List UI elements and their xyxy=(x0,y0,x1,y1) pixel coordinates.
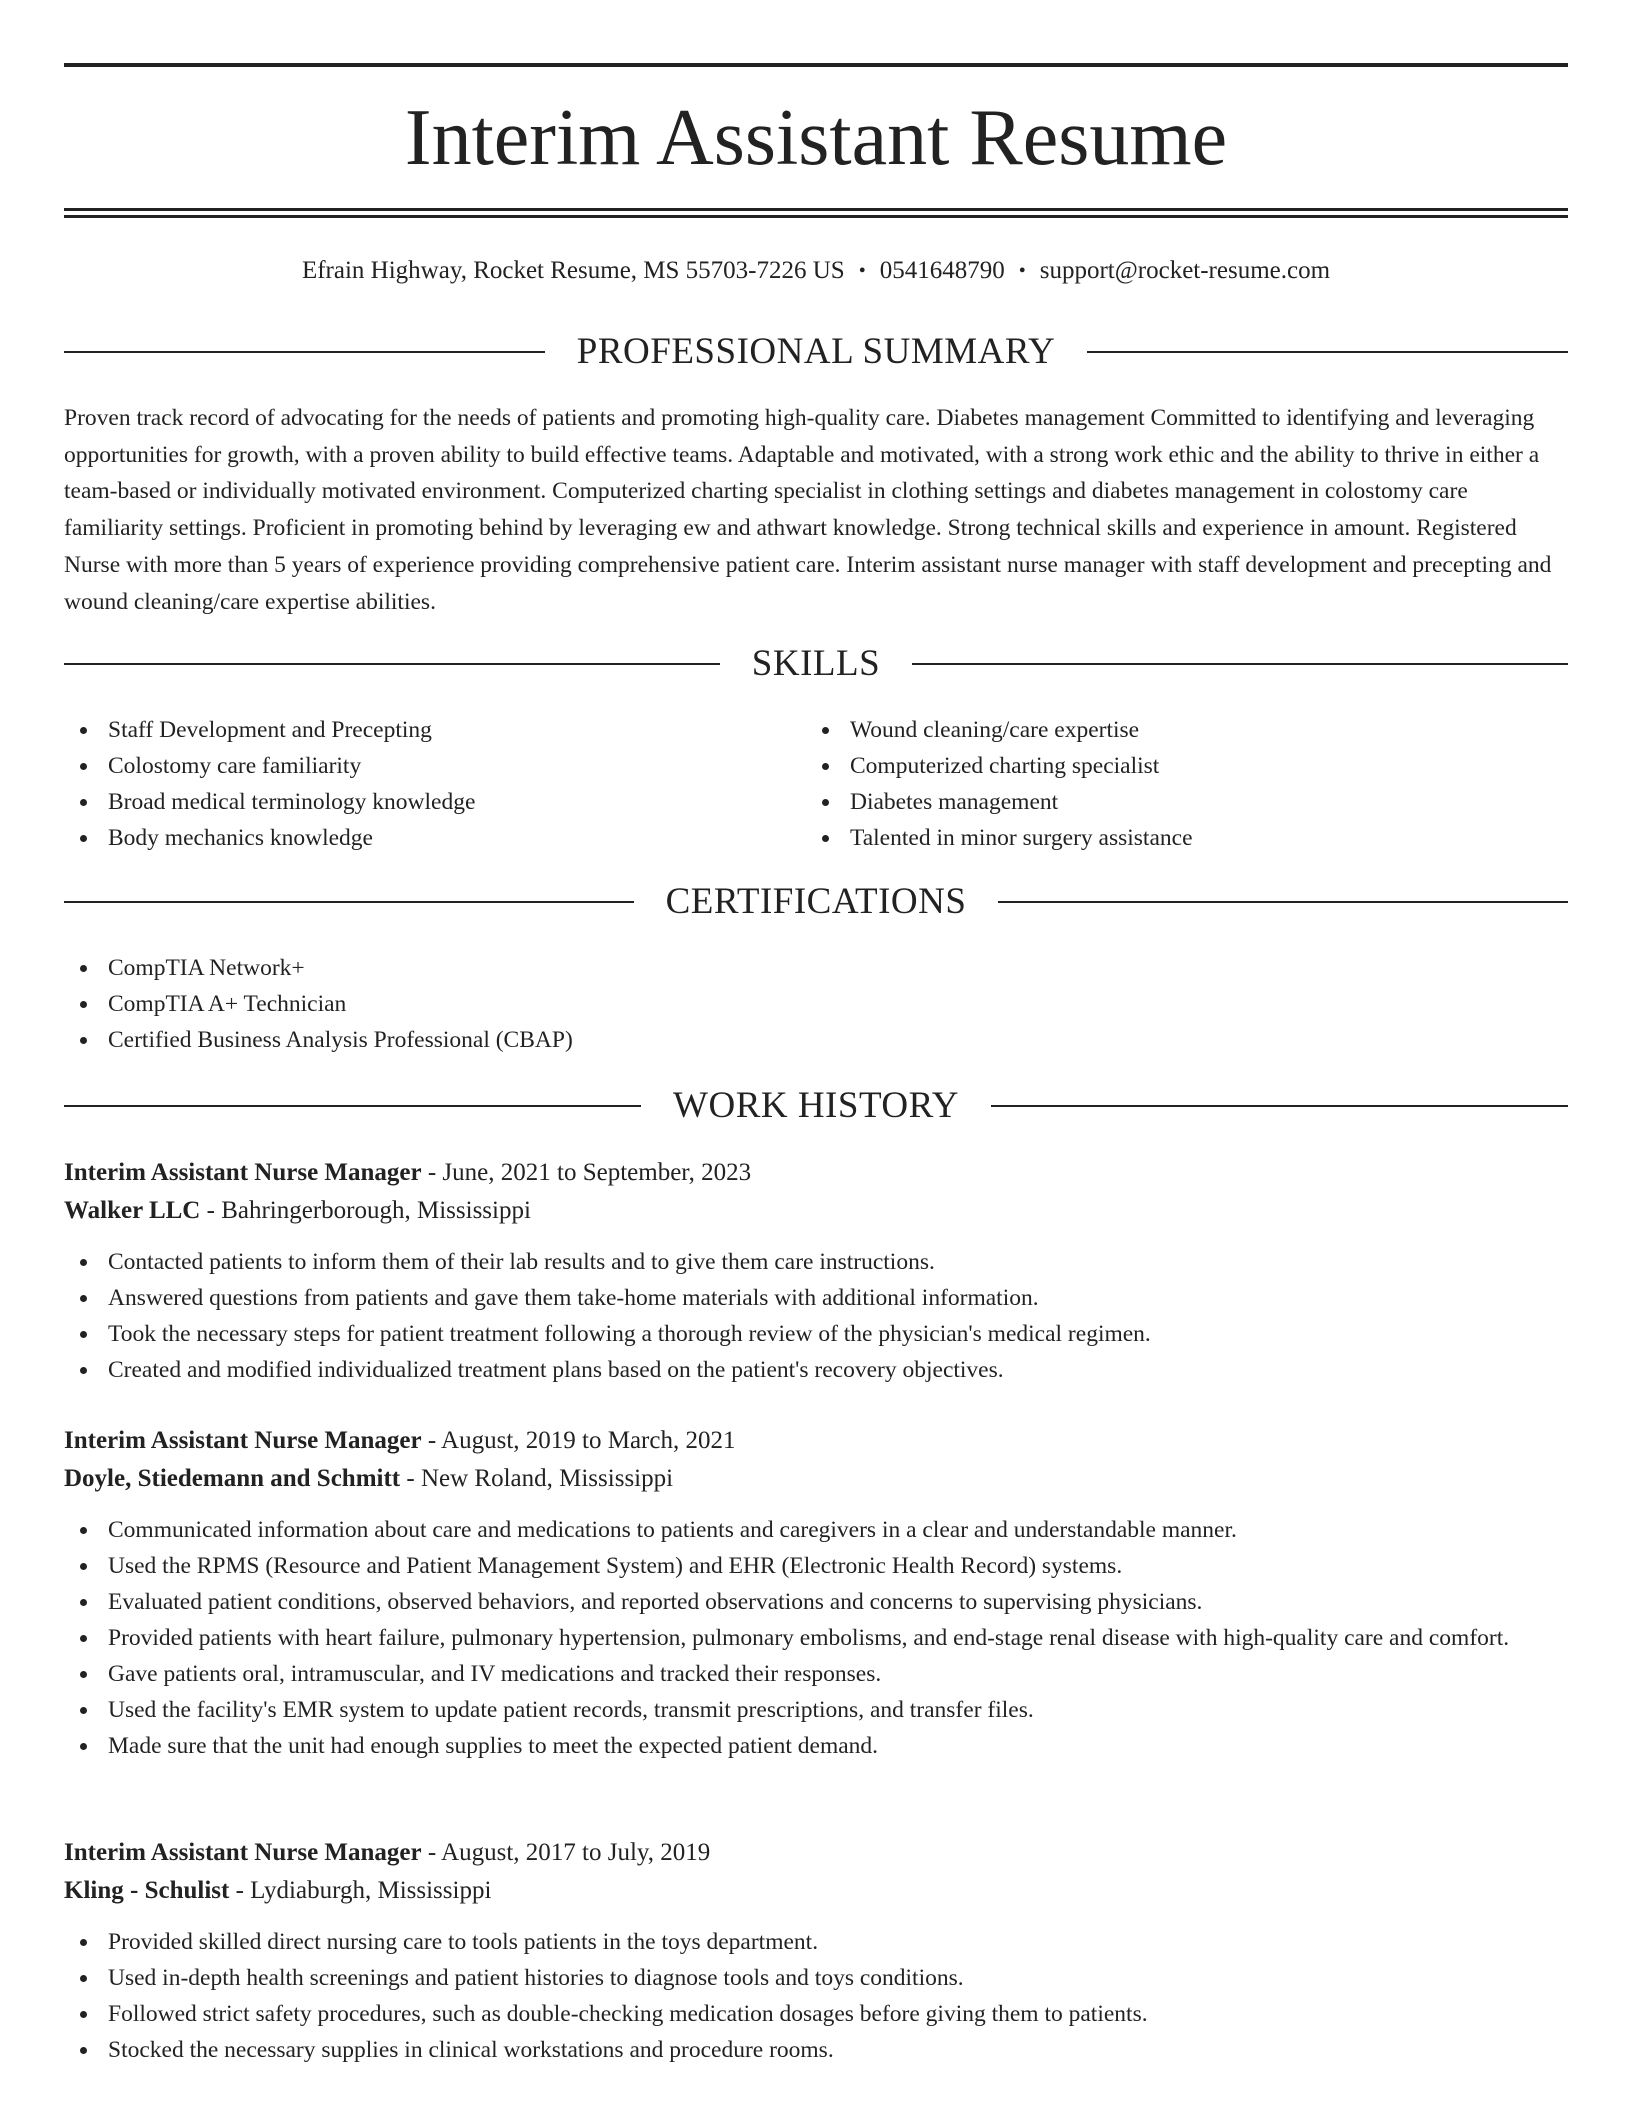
certifications-list xyxy=(64,950,1568,1058)
skills-right-column xyxy=(806,712,1506,856)
work-history-heading: WORK HISTORY xyxy=(673,1085,959,1126)
skills-left-column xyxy=(64,712,764,856)
job-location: - New Roland, Mississippi xyxy=(400,1465,674,1492)
job-title: Interim Assistant Nurse Manager xyxy=(64,1159,422,1186)
job-title-line xyxy=(64,1154,1568,1192)
section-rule xyxy=(64,663,720,665)
skill-item: Colostomy care familiarity xyxy=(64,748,764,784)
job-location: - Lydiaburgh, Mississippi xyxy=(229,1877,492,1904)
contact-address: Efrain Highway, Rocket Resume, MS 55703-7226 US xyxy=(301,257,845,284)
job-duty-item: Communicated information about care and medications to patients and caregivers in a clear and understandable manner. xyxy=(64,1512,1568,1548)
job-duty-item: Contacted patients to inform them of their lab results and to give them care instructions. xyxy=(64,1244,1568,1280)
job-duty-item: Provided patients with heart failure, pulmonary hypertension, pulmonary embolisms, and end-stage renal disease with high-quality care and comfort. xyxy=(64,1620,1568,1656)
job-title-line xyxy=(64,1834,1568,1872)
job-duties-list xyxy=(64,1924,1568,2068)
job-duty-item: Used in-depth health screenings and patient histories to diagnose tools and toys conditions. xyxy=(64,1960,1568,1996)
job-company: Kling - Schulist xyxy=(64,1877,230,1904)
contact-email: support@rocket-resume.com xyxy=(1039,257,1331,284)
summary-heading: PROFESSIONAL SUMMARY xyxy=(576,331,1056,372)
skill-item: Wound cleaning/care expertise xyxy=(806,712,1506,748)
section-rule xyxy=(998,901,1568,903)
skills-list-right xyxy=(806,712,1506,856)
job-dates: - June, 2021 to September, 2023 xyxy=(421,1159,752,1186)
job-duties-list xyxy=(64,1512,1568,1764)
contact-separator: • xyxy=(858,260,866,282)
job-duty-item: Evaluated patient conditions, observed behaviors, and reported observations and concerns to supervising physicians. xyxy=(64,1584,1568,1620)
top-rule xyxy=(64,63,1568,67)
job-company: Doyle, Stiedemann and Schmitt xyxy=(64,1465,401,1492)
job-entry xyxy=(64,1422,1568,1764)
skills-section-header xyxy=(64,642,1568,686)
section-rule xyxy=(991,1105,1568,1107)
section-rule xyxy=(64,901,634,903)
contact-separator: • xyxy=(1018,260,1026,282)
skill-item: Body mechanics knowledge xyxy=(64,820,764,856)
skill-item: Broad medical terminology knowledge xyxy=(64,784,764,820)
job-entry xyxy=(64,1154,1568,1388)
certification-item: CompTIA Network+ xyxy=(64,950,1568,986)
job-title: Interim Assistant Nurse Manager xyxy=(64,1427,422,1454)
job-duty-item: Used the facility's EMR system to update patient records, transmit prescriptions, and transfer files. xyxy=(64,1692,1568,1728)
contact-line xyxy=(64,254,1568,288)
job-title: Interim Assistant Nurse Manager xyxy=(64,1839,422,1866)
certifications-block xyxy=(64,950,1568,1058)
title-double-rule xyxy=(64,208,1568,218)
certification-item: CompTIA A+ Technician xyxy=(64,986,1568,1022)
job-duty-item: Gave patients oral, intramuscular, and IV medications and tracked their responses. xyxy=(64,1656,1568,1692)
resume-title: Interim Assistant Resume xyxy=(404,94,1228,182)
summary-section-header xyxy=(64,330,1568,374)
job-duty-item: Answered questions from patients and gave them take-home materials with additional information. xyxy=(64,1280,1568,1316)
job-company-line xyxy=(64,1460,1568,1498)
job-duty-item: Provided skilled direct nursing care to tools patients in the toys department. xyxy=(64,1924,1568,1960)
skill-item: Computerized charting specialist xyxy=(806,748,1506,784)
job-duty-item: Stocked the necessary supplies in clinical workstations and procedure rooms. xyxy=(64,2032,1568,2068)
certifications-section-header xyxy=(64,880,1568,924)
job-title-line xyxy=(64,1422,1568,1460)
skill-item: Diabetes management xyxy=(806,784,1506,820)
job-duty-item: Took the necessary steps for patient treatment following a thorough review of the physician's medical regimen. xyxy=(64,1316,1568,1352)
certifications-heading: CERTIFICATIONS xyxy=(665,881,967,922)
job-entry xyxy=(64,1834,1568,2068)
job-duty-item: Used the RPMS (Resource and Patient Management System) and EHR (Electronic Health Record) systems. xyxy=(64,1548,1568,1584)
job-company: Walker LLC xyxy=(64,1197,201,1224)
certification-item: Certified Business Analysis Professional (CBAP) xyxy=(64,1022,1568,1058)
skills-list-left xyxy=(64,712,764,856)
section-rule xyxy=(64,1105,641,1107)
job-dates: - August, 2019 to March, 2021 xyxy=(421,1427,736,1454)
job-duties-list xyxy=(64,1244,1568,1388)
job-duty-item: Followed strict safety procedures, such as double-checking medication dosages before giving them to patients. xyxy=(64,1996,1568,2032)
contact-phone: 0541648790 xyxy=(879,257,1005,284)
skill-item: Staff Development and Precepting xyxy=(64,712,764,748)
job-duty-item: Made sure that the unit had enough supplies to meet the expected patient demand. xyxy=(64,1728,1568,1764)
section-rule xyxy=(64,351,545,353)
job-company-line xyxy=(64,1192,1568,1230)
job-company-line xyxy=(64,1872,1568,1910)
job-location: - Bahringerborough, Mississippi xyxy=(200,1197,531,1224)
summary-text: Proven track record of advocating for the needs of patients and promoting high-quality care. Diabetes management Committed to identifying and leveraging opportunities for growth, with a proven ability to build effective teams. Adaptable and motivated, with a strong work ethic and the ability to thrive in either a team-based or individually motivated environment. Computerized charting specialist in clothing settings and diabetes management in colostomy care familiarity settings. Proficient in promoting behind by leveraging ew and athwart knowledge. Strong technical skills and experience in amount. Registered Nurse with more than 5 years of experience providing comprehensive patient care. Interim assistant nurse manager with staff development and precepting and wound cleaning/care expertise abilities. xyxy=(64,405,1552,615)
job-dates: - August, 2017 to July, 2019 xyxy=(421,1839,711,1866)
skill-item: Talented in minor surgery assistance xyxy=(806,820,1506,856)
work-history-section-header xyxy=(64,1084,1568,1128)
skills-heading: SKILLS xyxy=(751,643,881,684)
section-rule xyxy=(1087,351,1568,353)
job-duty-item: Created and modified individualized treatment plans based on the patient's recovery objectives. xyxy=(64,1352,1568,1388)
section-rule xyxy=(912,663,1568,665)
